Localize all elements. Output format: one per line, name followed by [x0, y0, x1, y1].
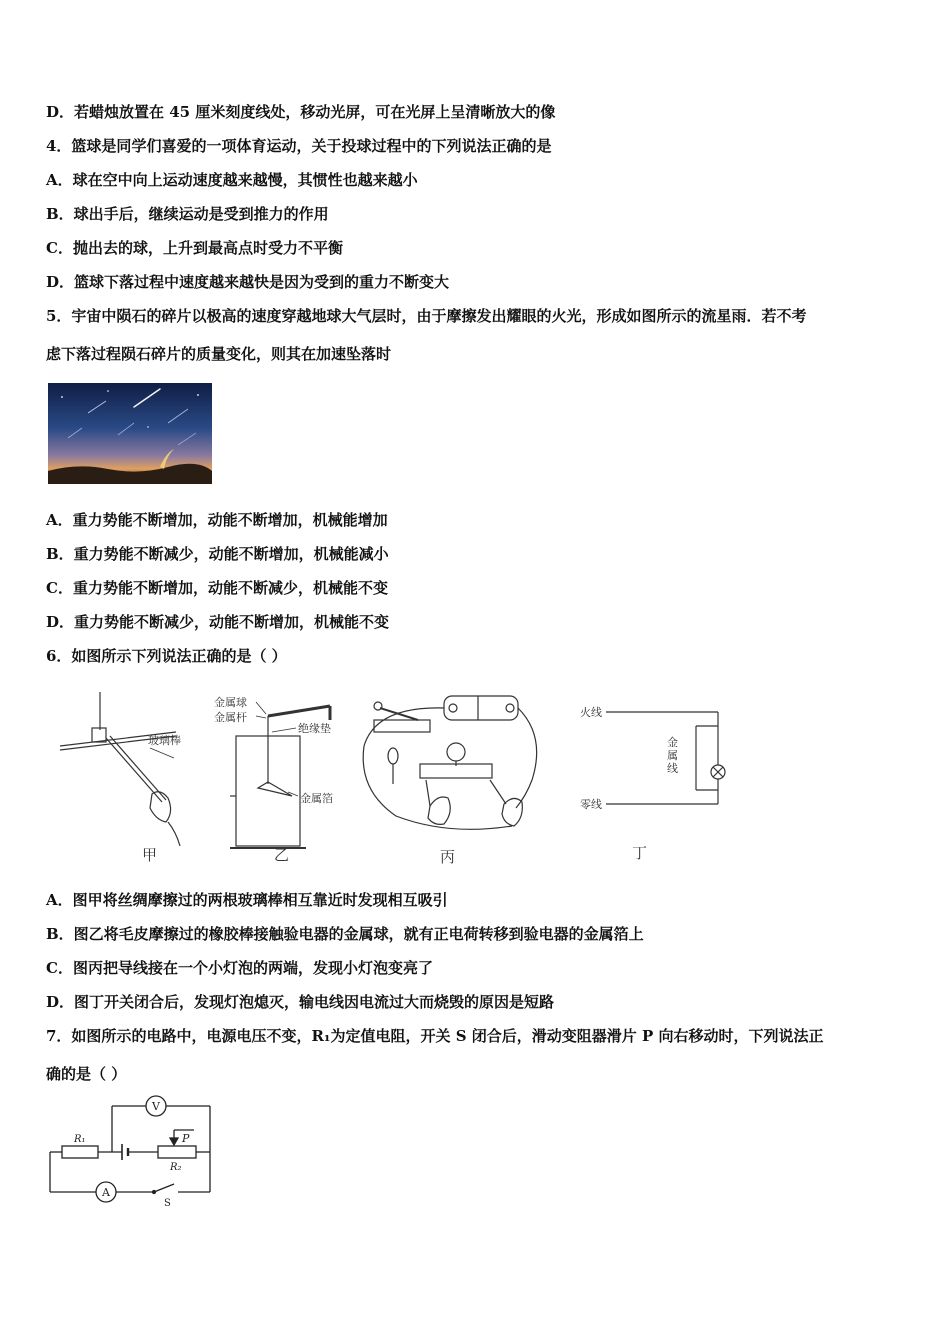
q5-option-c: C．重力势能不断增加，动能不断减少，机械能不变 [46, 579, 388, 597]
metal-wire-char: 金 [667, 736, 678, 749]
label-neutral-wire: 零线 [580, 798, 602, 811]
q7-stem-line1: 7．如图所示的电路中，电源电压不变，R₁为定值电阻，开关 S 闭合后，滑动变阻器滑片 P 向右移动时，下列说法正 [46, 1027, 824, 1045]
q5-option-d: D．重力势能不断减少，动能不断增加，机械能不变 [46, 613, 390, 631]
q4-option-a: A．球在空中向上运动速度越来越慢，其惯性也越来越小 [46, 171, 418, 189]
label-metal-ball: 金属球 [214, 696, 247, 709]
meteor-shower-image [48, 383, 212, 484]
q5-stem-line1: 5．宇宙中陨石的碎片以极高的速度穿越地球大气层时，由于摩擦发出耀眼的火光，形成如图所示的流星雨．若不考 [46, 307, 807, 325]
r2-label: R₂ [170, 1162, 182, 1173]
switch-s-label: S [164, 1198, 171, 1209]
q7-stem-line2: 确的是（ ） [46, 1065, 127, 1083]
q6-option-c: C．图丙把导线接在一个小灯泡的两端，发现小灯泡变亮了 [46, 959, 433, 977]
metal-wire-char: 线 [667, 762, 678, 775]
label-yi: 乙 [274, 846, 290, 864]
ammeter-label: A [102, 1186, 110, 1199]
q6-option-b: B．图乙将毛皮摩擦过的橡胶棒接触验电器的金属球，就有正电荷转移到验电器的金属箔上 [46, 925, 644, 943]
label-metal-foil: 金属箔 [300, 792, 333, 805]
label-jia: 甲 [142, 846, 158, 864]
q4-option-d: D．篮球下落过程中速度越来越快是因为受到的重力不断变大 [46, 273, 450, 291]
metal-wire-char: 属 [667, 749, 678, 762]
label-ding: 丁 [632, 844, 648, 862]
q4-option-b: B．球出手后，继续运动是受到推力的作用 [46, 205, 329, 223]
q6-figure [46, 686, 746, 866]
label-glass-rod: 玻璃棒 [148, 734, 181, 747]
q5-option-b: B．重力势能不断减少，动能不断增加，机械能减小 [46, 545, 389, 563]
label-bing: 丙 [440, 848, 456, 866]
label-insulator: 绝缘垫 [298, 722, 331, 735]
voltmeter-label: V [152, 1100, 160, 1113]
label-live-wire: 火线 [580, 706, 602, 719]
label-metal-rod: 金属杆 [214, 711, 247, 724]
q5-option-a: A．重力势能不断增加，动能不断增加，机械能增加 [46, 511, 388, 529]
q3-option-d: D．若蜡烛放置在 45 厘米刻度线处，移动光屏，可在光屏上呈清晰放大的像 [46, 103, 556, 121]
q7-circuit-diagram [44, 1094, 216, 1210]
q4-stem: 4．篮球是同学们喜爱的一项体育运动，关于投球过程中的下列说法正确的是 [46, 137, 552, 155]
r1-label: R₁ [74, 1134, 86, 1145]
q6-stem: 6．如图所示下列说法正确的是（ ） [46, 647, 287, 665]
slider-p-label: P [182, 1132, 190, 1145]
q6-option-d: D．图丁开关闭合后，发现灯泡熄灭，输电线因电流过大而烧毁的原因是短路 [46, 993, 555, 1011]
q5-stem-line2: 虑下落过程陨石碎片的质量变化，则其在加速坠落时 [46, 345, 392, 363]
label-metal-wire [667, 735, 678, 775]
q6-option-a: A．图甲将丝绸摩擦过的两根玻璃棒相互靠近时发现相互吸引 [46, 891, 448, 909]
q4-option-c: C．抛出去的球，上升到最高点时受力不平衡 [46, 239, 343, 257]
